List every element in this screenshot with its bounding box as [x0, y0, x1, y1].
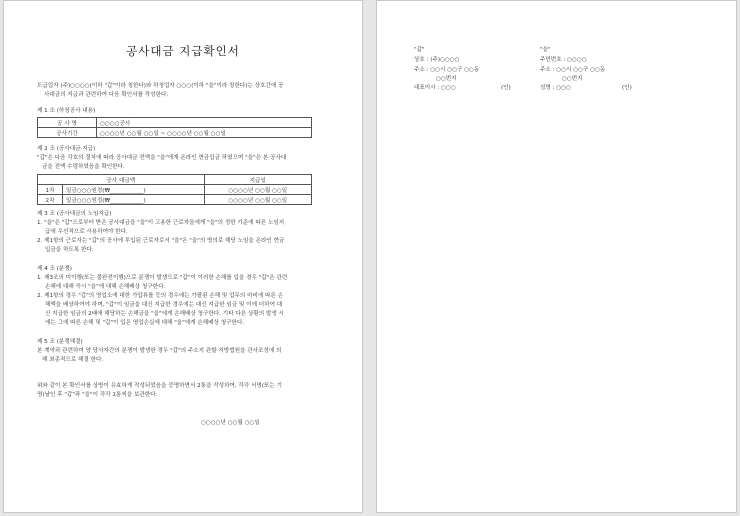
- payment-round: 2차: [38, 195, 63, 205]
- intro-line-1: 도급업자 (주)○○○○(이하 "갑"이라 칭한다)와 하청업자 ○○○(이하 "을"이라 칭한다)는 상호간에 공: [37, 83, 284, 89]
- payment-amount-header: 공사 대금액: [38, 175, 205, 185]
- payment-date: ○○○○년 ○○월 ○○일: [204, 185, 311, 195]
- article-5-heading: 제 5 조 (분쟁해결): [37, 339, 83, 345]
- table-row: [38, 185, 312, 195]
- project-name-label: 공 사 명: [38, 118, 97, 128]
- party-gap-label: "갑": [414, 47, 425, 53]
- party-eul-address: 주소 : ○○시 ○○구 ○○동: [540, 67, 606, 73]
- payment-amount: 일금○○○원정(₩____________): [63, 195, 205, 205]
- party-gap-company: 상호 : (주)○○○○: [414, 57, 460, 63]
- project-info-table: [37, 117, 312, 138]
- payment-amount: 일금○○○원정(₩____________): [63, 185, 205, 195]
- payment-round: 1차: [38, 185, 63, 195]
- article-2-text-2: 금을 전액 수령하였음을 확인한다.: [42, 164, 125, 170]
- party-eul-name: 성명 : ○○○: [540, 85, 571, 91]
- payment-table: [37, 174, 312, 205]
- article-3-item-1-line-1: 1. "을"은 "갑"으로부터 받은 공사대금을 "을"이 고용한 근로자들에게 "을"의 정한 기준에 따른 노임지: [37, 220, 285, 226]
- article-1-heading: 제 1 조 (하청공사 내용): [37, 108, 96, 114]
- party-gap-address: 주소 : ○○시 ○○구 ○○동: [414, 67, 480, 73]
- party-eul-label: "을": [540, 47, 551, 53]
- article-5-text-2: 해 최종적으로 해결 한다.: [42, 357, 104, 363]
- party-gap-seal: (인): [501, 85, 511, 91]
- article-3-heading: 제 3 조 (공사대금의 노임지급): [37, 211, 112, 217]
- article-4-item-1-line-2: 손해에 대해 즉시 "을"에 대해 손해배상 청구한다.: [45, 284, 166, 290]
- project-period-label: 공사기간: [38, 128, 97, 138]
- document-page-2: [376, 0, 737, 513]
- project-period-value: ○○○○년 ○○월 ○○일 ~ ○○○○년 ○○월 ○○일: [97, 128, 312, 138]
- party-gap-representative: 대표이사 : ○○○: [414, 85, 456, 91]
- party-eul-address-lot: ○○번지: [562, 76, 583, 82]
- article-3-item-2-line-1: 2. 제1항의 근로자는 "갑"의 공사에 투입된 근로자로서 "을"은 "을"의 명의로 해당 노임을 온라인 현금: [37, 238, 285, 244]
- payment-date: ○○○○년 ○○월 ○○일: [204, 195, 311, 205]
- article-4-item-1-line-1: 1. 제3조의 미이행(또는 불완전이행)으로 분쟁이 발생으로 "갑"이 이러한 손해를 입을 경우 "갑"은 관련: [37, 275, 288, 281]
- payment-date-header: 지급일: [204, 175, 311, 185]
- article-5-text-1: 본 계약과 관련하여 양 당사자간의 분쟁이 발생한 경우 "갑"의 주소지 관할 지방법원을 관사조정에 의: [37, 348, 282, 354]
- closing-line-2: 명)날인 후 "갑"과 "을"이 각각 1통씩을 보관한다.: [37, 392, 158, 398]
- article-4-heading: 제 4 조 (분쟁): [37, 266, 72, 272]
- article-3-item-2-line-2: 입금을 하도록 한다.: [45, 247, 94, 253]
- article-4-item-2-line-3: 신 지급한 임금의 2배에 해당하는 손해금을 "을"에게 손해배상 청구한다. 기타 다른 상황의 발생 시: [45, 311, 284, 317]
- party-eul-seal: (인): [622, 85, 632, 91]
- table-row: [38, 195, 312, 205]
- document-title: 공사대금 지급확인서: [126, 44, 240, 58]
- intro-line-2: 사대금의 지급과 관련하여 다음 확인서를 작성한다.: [44, 92, 169, 98]
- document-page-1: [3, 0, 363, 513]
- article-4-item-2-line-1: 2. 제1항의 경우 "갑"의 영업소에 대한 가압류를 등의 경우에는 가팔된 손해 및 업무의 마비에 따른 손: [37, 293, 284, 299]
- closing-line-1: 위와 같이 본 확인서를 상방이 유효하게 작성되었음을 증명하면서 2통을 작성하여, 각각 서명(또는 기: [37, 383, 283, 389]
- article-4-item-2-line-2: 해액을 배상하여야 하며, "갑"이 임금을 대신 지급한 경우에는 대신 지급한 임금 및 이에 더하여 대: [45, 302, 283, 308]
- document-date: ○○○○년 ○○월 ○○일: [201, 420, 260, 426]
- article-2-text-1: "갑"은 다음 각호의 절차에 따라 공사대금 전액을 "을"에게 온라인 현금입금 하였으며 "을"은 본 공사대: [37, 155, 287, 161]
- party-gap-address-lot: ○○번지: [436, 76, 457, 82]
- article-4-item-2-line-4: 에는 그에 따른 손해 및 "갑"이 입은 영업손실에 대해 "을"에게 손해배상 청구한다.: [45, 320, 245, 326]
- project-name-value: ○○○○공사: [97, 118, 312, 128]
- party-eul-id-number: 주민번호 : ○○○○: [540, 57, 587, 63]
- article-3-item-1-line-2: 급에 우선적으로 사용하여야 한다.: [45, 229, 128, 235]
- article-2-heading: 제 2 조 (공사대금 지급): [37, 146, 96, 152]
